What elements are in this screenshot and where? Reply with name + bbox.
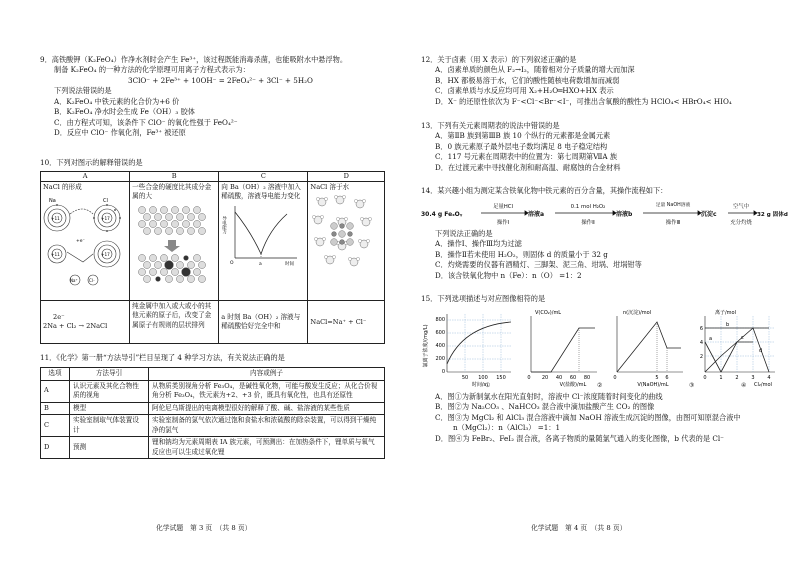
q9-option-b: B．K₂FeO₄ 净水时会生成 Fe（OH）₃ 胶体 bbox=[54, 107, 195, 117]
alloy-lattice-diagram bbox=[132, 202, 212, 286]
q15-options bbox=[421, 392, 781, 444]
g4-xtick-2: 2 bbox=[735, 375, 739, 381]
g1-ylabel: 氯离子浓度/(mg/L) bbox=[423, 324, 429, 368]
flow-step-1: 操作Ⅰ bbox=[496, 220, 510, 226]
q11-row-d-method: 预测 bbox=[70, 437, 149, 459]
q10-cell-d-figure bbox=[308, 182, 385, 301]
question-13 bbox=[421, 121, 781, 173]
g4-xlabel: Cl₂/mol bbox=[754, 382, 772, 388]
q12-option-c: C．卤素单质与水反应均可用 X₂+H₂O═HXO+HX 表示 bbox=[435, 86, 614, 96]
g3-xtick-5: 5 bbox=[655, 375, 659, 381]
q10-d-bottom: NaCl=Na⁺ + Cl⁻ bbox=[308, 301, 385, 344]
q9-stem-2: 制备 K₂FeO₄ 的一种方法的化学原理可用离子方程式表示为： bbox=[54, 65, 250, 75]
q11-row-d-content: 锂和钠均为元素周期表 IA 族元素，可预测出：在加热条件下，锂单质与氧气反应也可以生成过氧化锂 bbox=[149, 437, 385, 459]
flow-solution-a: 溶液a bbox=[528, 211, 545, 218]
flow-start: 30.4 g FeₓOᵧ bbox=[421, 211, 463, 218]
q15-option-a: A．图①为新制氯水在阳光直射时，溶液中 Cl⁻浓度随着时间变化的曲线 bbox=[435, 392, 663, 401]
q13-stem: 13．下列有关元素周期表的说法中错误的是 bbox=[421, 121, 560, 130]
q13-option-b: B．0 族元素原子最外层电子数均满足 8 电子稳定结构 bbox=[435, 141, 608, 151]
q14-option-d: D．该含铁氧化物中 n（Fe）：n（O） =1：2 bbox=[435, 270, 582, 280]
q11-row-c-content: 实验室制备的氯气依次通过饱和食盐水和浓硫酸的除杂装置，可以得到干燥纯净的氯气 bbox=[149, 415, 385, 437]
q11-stem: 11．《化学》第一册“方法导引”栏目呈现了 4 种学习方法，有关说法正确的是 bbox=[40, 353, 285, 362]
q14-flow-svg bbox=[421, 198, 788, 228]
q10-a-eq: 2Na + Cl₂ → 2NaCl bbox=[43, 322, 108, 331]
q13-option-d: D．在过渡元素中寻找催化剂和耐高温、耐腐蚀的合金材料 bbox=[435, 162, 621, 172]
na-atom-label: Na bbox=[49, 198, 56, 205]
q11-row-c-option: C bbox=[41, 415, 70, 437]
q10-d-top: NaCl 溶于水 bbox=[310, 183, 350, 192]
g3-xtick-0: 0 bbox=[613, 375, 617, 381]
q11-header-method: 方法导引 bbox=[70, 368, 149, 381]
page-4-footer: 化学试题 第 4 页 （共 8 页） bbox=[531, 524, 627, 532]
q10-cell-b-figure bbox=[130, 182, 219, 301]
q10-cell-a-figure bbox=[41, 182, 130, 301]
g1-number: ① bbox=[485, 382, 491, 389]
flow-reagent-2: 0.1 mol H₂O₂ bbox=[570, 204, 606, 210]
q11-row-c-method: 实验室制取气体装置设计 bbox=[70, 415, 149, 437]
conductivity-graph bbox=[221, 202, 301, 266]
q15-option-c-cont: n（MgCl₂）：n（AlCl₃） =1：1 bbox=[453, 423, 561, 433]
g1-xlabel: 时间/s bbox=[471, 382, 487, 388]
q11-row-b-method: 模型 bbox=[70, 402, 149, 415]
table-row bbox=[41, 415, 385, 437]
cl-nucleus: +17 bbox=[101, 216, 110, 222]
cl-atom-label: Cl bbox=[103, 198, 108, 205]
g2-xtick-0: 0 bbox=[527, 375, 531, 381]
g1-ytick-200: 200 bbox=[435, 356, 445, 362]
q11-row-b-option: B bbox=[41, 402, 70, 415]
q15-graphs bbox=[421, 306, 781, 390]
time-axis-label: 时间 bbox=[285, 261, 295, 267]
q9-stem-1: 9．高铁酸钾（K₂FeO₄）作净水剂时会产生 Fe³⁺，该过程既能消毒杀菌，也能吸附水中悬浮物。 bbox=[40, 55, 348, 64]
flow-solution-b: 溶液b bbox=[616, 211, 633, 218]
q10-b-top: 一些合金的硬度比其成分金属的大 bbox=[132, 183, 212, 201]
g2-xlabel: V(盐酸)/mL bbox=[559, 382, 587, 388]
graph-3-precipitate-moles bbox=[607, 306, 687, 390]
q10-cell-a-equation bbox=[41, 301, 130, 344]
q12-option-d: D．X⁻ 的还原性依次为 F⁻<Cl⁻<Br⁻<I⁻，可推出含氧酸的酸性为 HClO₄< HBrO₄< HIO₄ bbox=[435, 96, 732, 106]
g2-ylabel: V(CO₂)/mL bbox=[535, 310, 562, 316]
cl-ion-label: Cl⁻ bbox=[89, 278, 96, 284]
q10-header-d: D bbox=[308, 172, 385, 182]
question-9 bbox=[40, 55, 385, 139]
g4-series-c: c bbox=[741, 335, 744, 341]
g1-ytick-0: 0 bbox=[441, 369, 445, 375]
na-nucleus: +11 bbox=[51, 216, 60, 222]
na-ion-nucleus: +11 bbox=[51, 252, 60, 258]
q10-c-bottom: a 时刻 Ba（OH）₂ 溶液与稀硫酸恰好完全中和 bbox=[219, 301, 308, 344]
q10-table bbox=[40, 171, 385, 344]
g4-xtick-3: 3 bbox=[751, 375, 755, 381]
graph-4-ion-moles bbox=[693, 306, 779, 390]
table-row bbox=[41, 380, 385, 402]
q9-option-a: A．K₂FeO₄ 中铁元素的化合价为+6 价 bbox=[54, 96, 180, 106]
q11-row-d-option: D bbox=[41, 437, 70, 459]
g4-series-b: b bbox=[726, 322, 730, 328]
table-row bbox=[41, 437, 385, 459]
q14-ask: 下列说法正确的是 bbox=[435, 229, 493, 238]
g2-xtick-40: 40 bbox=[555, 375, 563, 381]
cl-ion-nucleus: +17 bbox=[101, 252, 110, 258]
q12-option-a: A．卤素单质的颜色从 F₂→I₂，随着相对分子质量的增大而加深 bbox=[435, 65, 635, 75]
question-12 bbox=[421, 55, 781, 107]
q14-options bbox=[421, 229, 781, 281]
q10-header-c: C bbox=[219, 172, 308, 182]
q12-option-b: B．HX 都极易溶于水，它们的酸性随核电荷数增加而减弱 bbox=[435, 75, 620, 85]
q14-option-a: A．操作Ⅰ、操作Ⅲ均为过滤 bbox=[435, 239, 522, 249]
flow-step-2: 操作Ⅱ bbox=[581, 220, 595, 226]
g4-xtick-4: 4 bbox=[767, 375, 771, 381]
flow-reagent-4: 空气中 bbox=[732, 204, 750, 210]
g2-xtick-20: 20 bbox=[541, 375, 549, 381]
nacl-formation-diagram bbox=[43, 192, 123, 288]
q14-option-c: C．灼烧需要的仪器有酒精灯、三脚架、泥三角、坩埚、坩埚钳等 bbox=[435, 260, 642, 270]
q10-c-top: 向 Ba（OH）₂ 溶液中加入稀硫酸，溶液导电能力变化 bbox=[221, 183, 301, 201]
g2-number: ② bbox=[597, 382, 603, 389]
g1-ytick-400: 400 bbox=[435, 343, 445, 349]
q14-flowchart bbox=[421, 198, 788, 228]
g4-number: ④ bbox=[741, 382, 747, 389]
flow-reagent-1: 足量HCl bbox=[492, 204, 514, 210]
nacl-dissolving-diagram bbox=[310, 192, 378, 276]
q10-header-a: A bbox=[41, 172, 130, 182]
q10-stem: 10．下列对图示的解释错误的是 bbox=[40, 158, 143, 167]
g3-xlabel: V(NaOH)/mL bbox=[637, 382, 669, 388]
origin-label: O bbox=[230, 260, 234, 266]
time-marker-a: a bbox=[259, 261, 263, 267]
q10-header-b: B bbox=[130, 172, 219, 182]
flow-step-3: 操作Ⅲ bbox=[665, 220, 681, 226]
electron-label: +e⁻ bbox=[76, 239, 85, 245]
q9-option-c: C．由方程式可知，该条件下 ClO⁻ 的氧化性强于 FeO₄²⁻ bbox=[54, 117, 238, 127]
g2-xtick-80: 80 bbox=[583, 375, 591, 381]
flow-precipitate-c: 沉淀c bbox=[701, 211, 717, 218]
na-ion-label: Na⁺ bbox=[70, 278, 78, 284]
q12-stem: 12．关于卤素（用 X 表示）的下列叙述正确的是 bbox=[421, 55, 577, 64]
g1-ytick-800: 800 bbox=[435, 317, 445, 323]
g4-ytick-4: 4 bbox=[699, 340, 703, 346]
g4-series-d: d bbox=[759, 348, 763, 354]
q9-ask: 下列说法错误的是 bbox=[54, 86, 112, 96]
g4-ylabel: 离子/mol bbox=[715, 310, 737, 316]
q9-option-d: D．反应中 ClO⁻ 作氧化剂，Fe³⁺ 被还原 bbox=[54, 128, 186, 138]
q10-a-title: NaCl 的形成 bbox=[43, 183, 82, 192]
q15-option-c: C．图③为 MgCl₂ 和 AlCl₃ 混合溶液中滴加 NaOH 溶液生成沉淀的图像，由图可知原混合液中 bbox=[435, 412, 741, 422]
conductivity-axis-label: 导电能力 bbox=[221, 215, 227, 234]
g3-xtick-6: 6 bbox=[665, 375, 669, 381]
q11-row-a-content: 从物质类别视角分析 Fe₃O₄，是碱性氧化物，可能与酸发生反应；从化合价视角分析 Fe₃O₄，铁元素为+2、+3 价，既具有氧化性，也具有还原性 bbox=[149, 380, 385, 402]
q11-row-a-method: 认识元素及其化合物性质的视角 bbox=[70, 380, 149, 402]
q14-stem: 14．某兴趣小组为测定某含铁氧化物中铁元素的百分含量，其操作流程如下： bbox=[421, 186, 668, 195]
g1-ytick-600: 600 bbox=[435, 330, 445, 336]
q11-row-a-option: A bbox=[41, 380, 70, 402]
q11-row-b-content: 阿伦尼乌斯提出的电离模型很好的解释了酸、碱、盐溶液的某些性质 bbox=[149, 402, 385, 415]
g4-ytick-6: 6 bbox=[699, 326, 703, 332]
q10-cell-c-figure bbox=[219, 182, 308, 301]
graph-1-chloride-concentration bbox=[423, 306, 515, 390]
q9-equation: 3ClO⁻ + 2Fe³⁺ + 10OH⁻ = 2FeO₄²⁻ + 3Cl⁻ + 5H₂O bbox=[128, 75, 313, 85]
flow-step-4: 充分灼烧 bbox=[730, 220, 752, 226]
page-3-footer: 化学试题 第 3 页 （共 8 页） bbox=[156, 524, 252, 532]
q10-b-bottom: 纯金属中加入或大或小的其他元素的原子后，改变了金属原子有规则的层状排列 bbox=[130, 301, 219, 344]
g3-ylabel: n(沉淀)/mol bbox=[623, 310, 652, 316]
g1-xtick-100: 100 bbox=[478, 375, 488, 381]
flow-solid-d: 32 g 固体d bbox=[757, 212, 788, 218]
g1-xtick-150: 150 bbox=[496, 375, 506, 381]
q11-header-content: 内容或例子 bbox=[149, 368, 385, 381]
g4-xtick-1: 1 bbox=[719, 375, 723, 381]
g1-xtick-50: 50 bbox=[461, 375, 469, 381]
page-4 bbox=[397, 0, 794, 561]
q13-option-a: A．第ⅡB 族到第ⅢB 族 10 个纵行的元素都是金属元素 bbox=[435, 131, 611, 141]
q11-header-option: 选项 bbox=[41, 368, 70, 381]
g4-xtick-0: 0 bbox=[703, 375, 707, 381]
q14-option-b: B．操作Ⅱ若未使用 H₂O₂，则固体 d 的质量小于 32 g bbox=[435, 249, 608, 259]
q15-option-d: D．图④为 FeBr₂、FeI₂ 混合液，各离子物质的量随氯气通入的变化图像，b 代表的是 Cl⁻ bbox=[435, 433, 724, 443]
g4-series-a: a bbox=[709, 336, 713, 342]
g4-ytick-2: 2 bbox=[699, 354, 703, 360]
g2-xtick-60: 60 bbox=[569, 375, 577, 381]
q13-option-c: C．117 号元素在周期表中的位置为：第七周期第ⅦA 族 bbox=[435, 152, 618, 162]
q10-a-eq-top: 2e⁻ bbox=[53, 313, 65, 321]
table-row bbox=[41, 402, 385, 415]
q11-table bbox=[40, 367, 385, 459]
q15-stem: 15．下列选项描述与对应图像相符的是 bbox=[421, 294, 546, 303]
flow-reagent-3: 足量 NaOH溶液 bbox=[655, 203, 691, 208]
q15-option-b: B．图②为 Na₂CO₃ 、NaHCO₃ 混合液中滴加盐酸产生 CO₂ 的图像 bbox=[435, 402, 655, 412]
g3-number: ③ bbox=[689, 382, 695, 389]
graph-2-co2-volume bbox=[521, 306, 601, 390]
